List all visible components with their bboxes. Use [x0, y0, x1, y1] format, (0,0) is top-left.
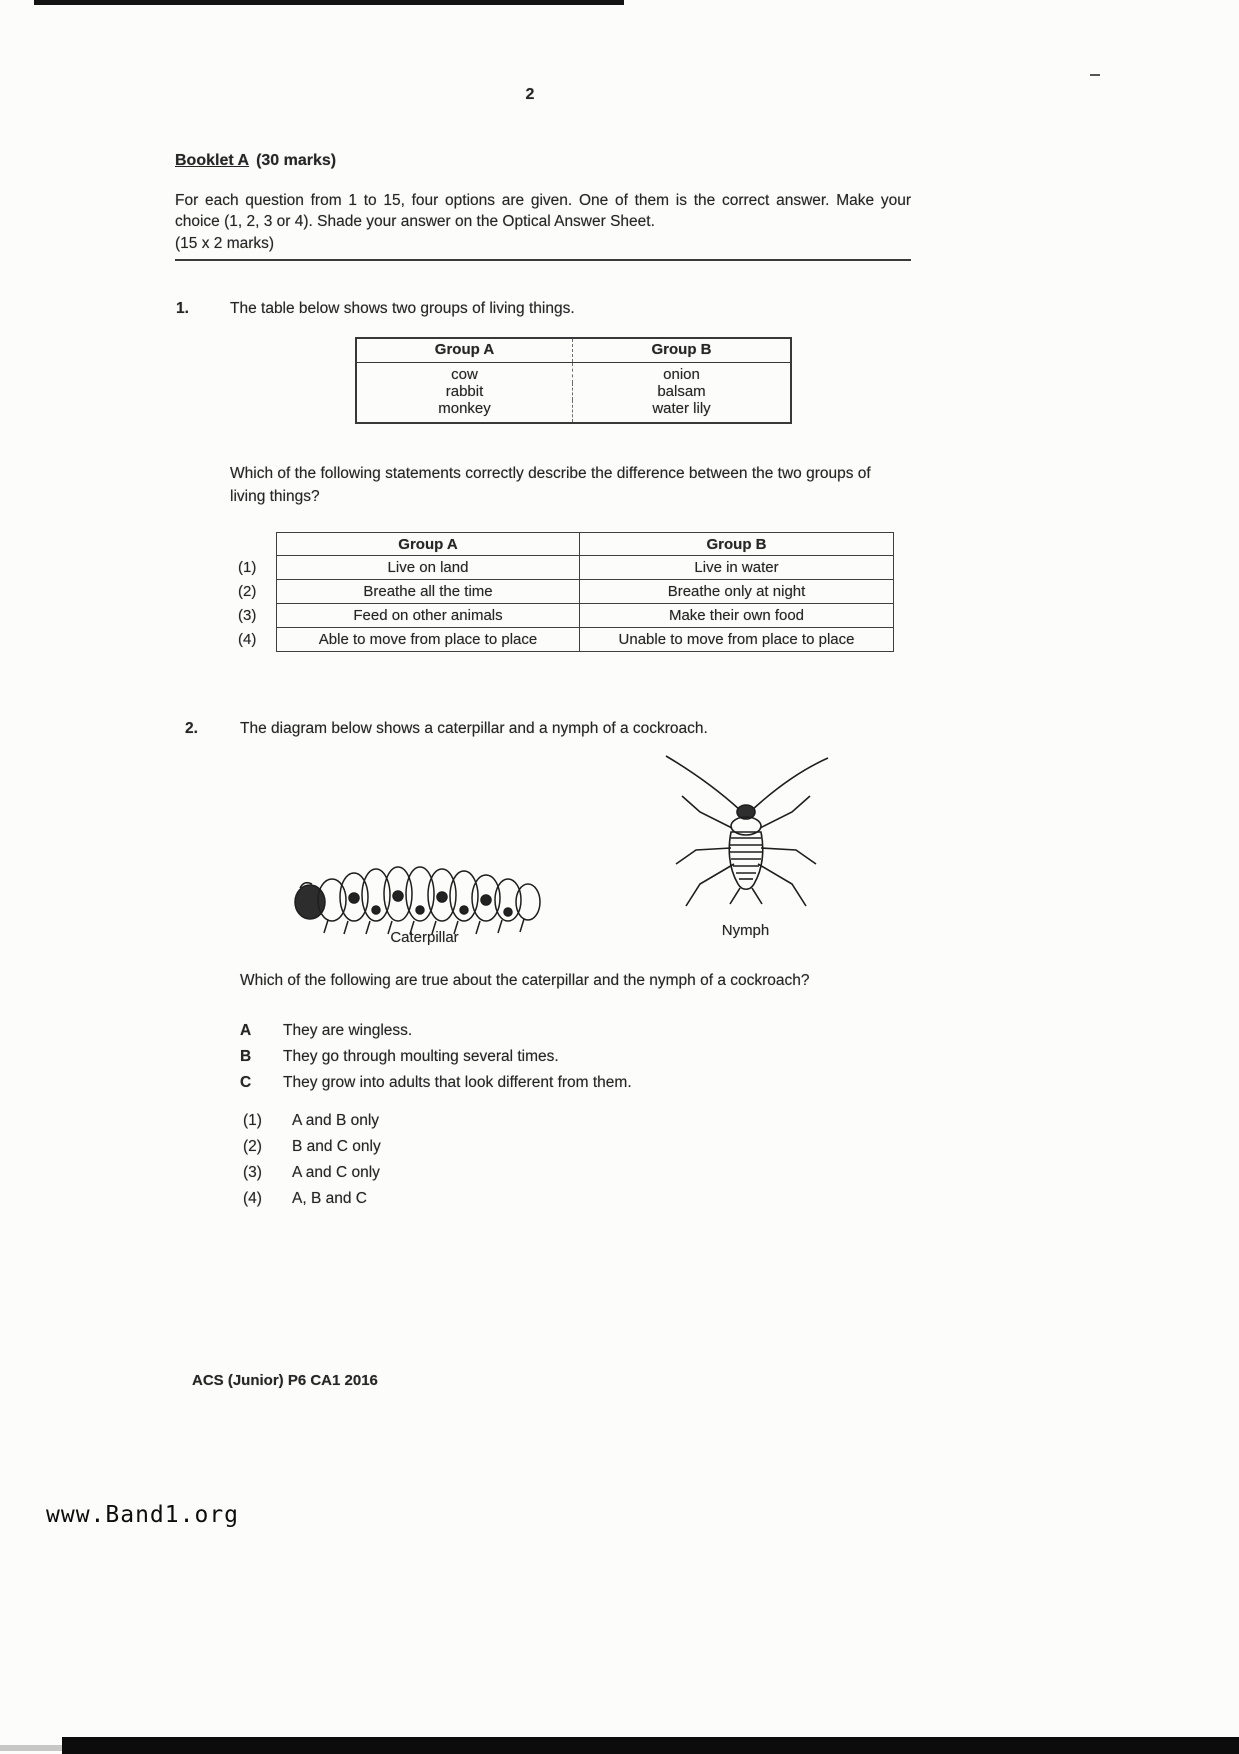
table-cell: monkey [438, 400, 491, 417]
groups-table [355, 337, 792, 424]
site-watermark: www.Band1.org [46, 1502, 240, 1528]
question-1-stem: The table below shows two groups of living things. [230, 300, 575, 317]
table-cell: Live in water [580, 556, 894, 580]
booklet-title: Booklet A [175, 152, 250, 169]
instructions-text: For each question from 1 to 15, four options are given. One of them is the correct answer. Make your choice (1, 2, 3 or 4). Shade your answer on the Optical Answer Sheet. [175, 192, 911, 230]
nymph-illustration [648, 752, 843, 920]
table-cell: balsam [573, 383, 792, 400]
table-cell: Breathe all the time [276, 580, 580, 604]
booklet-marks: (30 marks) [256, 152, 337, 169]
statement-letter: B [240, 1048, 252, 1065]
caterpillar-label: Caterpillar [390, 929, 459, 946]
scan-artifact-dash [1090, 74, 1100, 76]
statements-list [240, 1018, 632, 1096]
option-number: (3) [243, 1164, 262, 1181]
booklet-heading [175, 152, 336, 170]
answer-table-header-b: Group B [580, 532, 894, 556]
groups-table-body [356, 363, 791, 424]
statement [240, 1044, 632, 1070]
groups-table-header [356, 338, 791, 363]
table-cell: cow [451, 366, 478, 383]
page-number: 2 [525, 86, 535, 103]
option-text: B and C only [292, 1138, 381, 1155]
instructions-marks: (15 x 2 marks) [175, 235, 275, 252]
caterpillar-illustration [282, 840, 567, 935]
option-text: A and C only [292, 1164, 380, 1181]
table-cell: Feed on other animals [276, 604, 580, 628]
table-cell: Unable to move from place to place [580, 628, 894, 652]
option-number: (2) [243, 1138, 262, 1155]
question-1-text: Which of the following statements correctly describe the difference between the two groups of living things? [230, 465, 871, 505]
answer-options-list [243, 1108, 381, 1212]
table-row [356, 383, 791, 400]
option-number: (1) [238, 559, 257, 576]
table-row [356, 363, 791, 384]
table-cell: Live on land [276, 556, 580, 580]
question-2-text: Which of the following are true about the caterpillar and the nymph of a cockroach? [240, 972, 810, 989]
statement-text: They grow into adults that look different from them. [283, 1074, 632, 1091]
table-cell: Make their own food [580, 604, 894, 628]
statement-letter: C [240, 1074, 252, 1091]
option-number: (1) [243, 1112, 262, 1129]
group-a-header: Group A [356, 338, 573, 363]
option-text: A and B only [292, 1112, 380, 1129]
option-number: (2) [238, 583, 257, 600]
answer-table-header-a: Group A [276, 532, 580, 556]
statement [240, 1070, 632, 1096]
answer-options-table [232, 532, 894, 652]
table-cell: Able to move from place to place [276, 628, 580, 652]
answer-option [243, 1160, 381, 1186]
table-row [356, 338, 791, 363]
statement-text: They go through moulting several times. [283, 1048, 559, 1065]
instructions-block [175, 190, 911, 261]
answer-option [243, 1186, 381, 1212]
table-cell: Breathe only at night [580, 580, 894, 604]
statement [240, 1018, 632, 1044]
option-number: (4) [238, 631, 257, 648]
question-2-stem: The diagram below shows a caterpillar and a nymph of a cockroach. [240, 720, 708, 737]
option-number: (4) [243, 1190, 262, 1207]
paper-code-footer: ACS (Junior) P6 CA1 2016 [192, 1372, 378, 1389]
table-cell: onion [573, 363, 792, 384]
statement-text: They are wingless. [283, 1022, 413, 1039]
option-number: (3) [238, 607, 257, 624]
spacer [232, 532, 276, 556]
option-text: A, B and C [292, 1190, 367, 1207]
nymph-label: Nymph [721, 922, 770, 939]
scan-artifact-bottom-bar [62, 1737, 1239, 1754]
answer-option [243, 1134, 381, 1160]
statement-letter: A [240, 1022, 252, 1039]
answer-option [243, 1108, 381, 1134]
question-1-number: 1. [176, 300, 189, 317]
table-row [356, 400, 791, 423]
table-cell: rabbit [445, 383, 484, 400]
scan-artifact-top [34, 0, 624, 5]
scan-artifact-bottom-smudge [0, 1745, 62, 1751]
group-b-header: Group B [573, 338, 792, 363]
question-2-number: 2. [185, 720, 198, 737]
table-cell: water lily [573, 400, 792, 423]
